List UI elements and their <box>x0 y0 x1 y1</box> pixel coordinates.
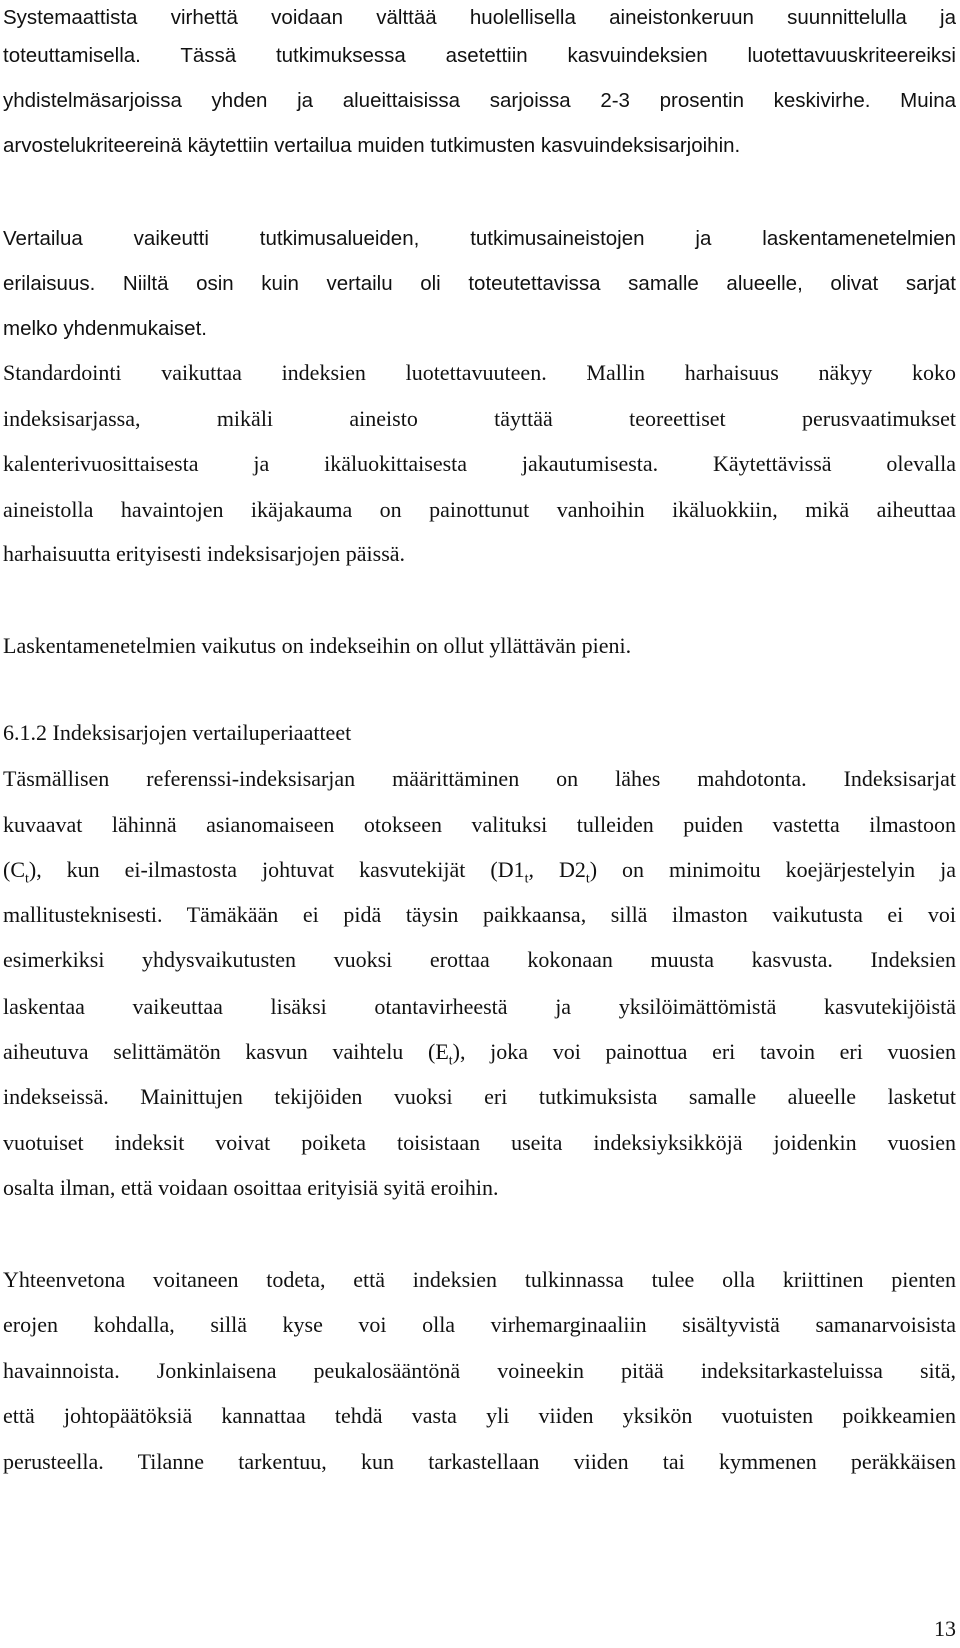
paragraph-5-line-6: laskentaa vaikeuttaa lisäksi otantavirheestä ja yksilöimättömistä kasvutekijöistä <box>3 994 956 1019</box>
text-span: aiheutuva selittämätön kasvun vaihtelu (E <box>3 1039 449 1064</box>
paragraph-3-line-3: kalenterivuosittaisesta ja ikäluokittaisesta jakautumisesta. Käytettävissä olevalla <box>3 451 956 476</box>
subscript-t: t <box>524 871 529 885</box>
paragraph-6-line-3: havainnoista. Jonkinlaisena peukalosääntönä voineekin pitää indeksitarkasteluissa sitä, <box>3 1358 956 1383</box>
paragraph-4: Laskentamenetelmien vaikutus on indekseihin on ollut yllättävän pieni. <box>3 633 632 658</box>
paragraph-5-line-10: osalta ilman, että voidaan osoittaa erityisiä syitä eroihin. <box>3 1175 499 1200</box>
paragraph-1-line-1: Systemaattista virhettä voidaan välttää huolellisella aineistonkeruun suunnittelulla ja <box>3 6 956 29</box>
text-span: ), joka voi painottua eri tavoin eri vuosien <box>452 1039 956 1064</box>
paragraph-6-line-1: Yhteenvetona voitaneen todeta, että indeksien tulkinnassa tulee olla kriittinen pienten <box>3 1267 956 1292</box>
paragraph-2-line-1: Vertailua vaikeutti tutkimusalueiden, tutkimusaineistojen ja laskentamenetelmien <box>3 227 956 250</box>
page-number: 13 <box>934 1616 956 1641</box>
paragraph-5-line-1: Täsmällisen referenssi-indeksisarjan määrittäminen on lähes mahdotonta. Indeksisarjat <box>3 766 956 791</box>
paragraph-6-line-2: erojen kohdalla, sillä kyse voi olla virhemarginaaliin sisältyvistä samanarvoisista <box>3 1312 956 1337</box>
paragraph-1-line-2: toteuttamisella. Tässä tutkimuksessa asetettiin kasvuindeksien luotettavuuskriteereiksi <box>3 44 956 67</box>
subscript-t: t <box>585 871 590 885</box>
section-heading: 6.1.2 Indeksisarjojen vertailuperiaatteet <box>3 720 352 745</box>
paragraph-3-line-1: Standardointi vaikuttaa indeksien luotettavuuteen. Mallin harhaisuus näkyy koko <box>3 360 956 385</box>
paragraph-5-line-4: mallitusteknisesti. Tämäkään ei pidä täysin paikkaansa, sillä ilmaston vaikutusta ei voi <box>3 902 956 927</box>
paragraph-5-line-2: kuvaavat lähinnä asianomaiseen otokseen valituksi tulleiden puiden vastetta ilmastoon <box>3 812 956 837</box>
paragraph-5-line-8: indekseissä. Mainittujen tekijöiden vuoksi eri tutkimuksista samalle alueelle lasketut <box>3 1084 956 1109</box>
paragraph-6-line-4: että johtopäätöksiä kannattaa tehdä vasta yli viiden yksikön vuotuisten poikkeamien <box>3 1403 956 1428</box>
text-span: (C <box>3 857 25 882</box>
paragraph-3-line-5: harhaisuutta erityisesti indeksisarjojen päissä. <box>3 541 406 566</box>
paragraph-6-line-5: perusteella. Tilanne tarkentuu, kun tarkastellaan viiden tai kymmenen peräkkäisen <box>3 1449 956 1474</box>
paragraph-3-line-4: aineistolla havaintojen ikäjakauma on painottunut vanhoihin ikäluokkiin, mikä aiheuttaa <box>3 497 956 522</box>
paragraph-5-line-3 <box>3 855 956 885</box>
text-span: ), kun ei-ilmastosta johtuvat kasvutekijät (D1 <box>28 857 525 882</box>
paragraph-2-line-3: melko yhdenmukaiset. <box>3 317 207 340</box>
paragraph-2-line-2: erilaisuus. Niiltä osin kuin vertailu oli toteutettavissa samalle alueelle, olivat sarjat <box>3 272 956 295</box>
text-span: ) on minimoitu koejärjestelyin ja <box>589 857 956 882</box>
paragraph-5-line-9: vuotuiset indeksit voivat poiketa toisistaan useita indeksiyksikköjä joidenkin vuosien <box>3 1130 956 1155</box>
paragraph-5-line-7 <box>3 1037 956 1067</box>
paragraph-5-line-5: esimerkiksi yhdysvaikutusten vuoksi erottaa kokonaan muusta kasvusta. Indeksien <box>3 947 956 972</box>
paragraph-1-line-4: arvostelukriteereinä käytettiin vertailua muiden tutkimusten kasvuindeksisarjoihin. <box>3 134 741 157</box>
paragraph-3-line-2: indeksisarjassa, mikäli aineisto täyttää teoreettiset perusvaatimukset <box>3 406 956 431</box>
subscript-t: t <box>448 1053 453 1067</box>
paragraph-1-line-3: yhdistelmäsarjoissa yhden ja alueittaisissa sarjoissa 2-3 prosentin keskivirhe. Muina <box>3 89 956 112</box>
text-span: , D2 <box>528 857 586 882</box>
subscript-t: t <box>25 871 29 885</box>
